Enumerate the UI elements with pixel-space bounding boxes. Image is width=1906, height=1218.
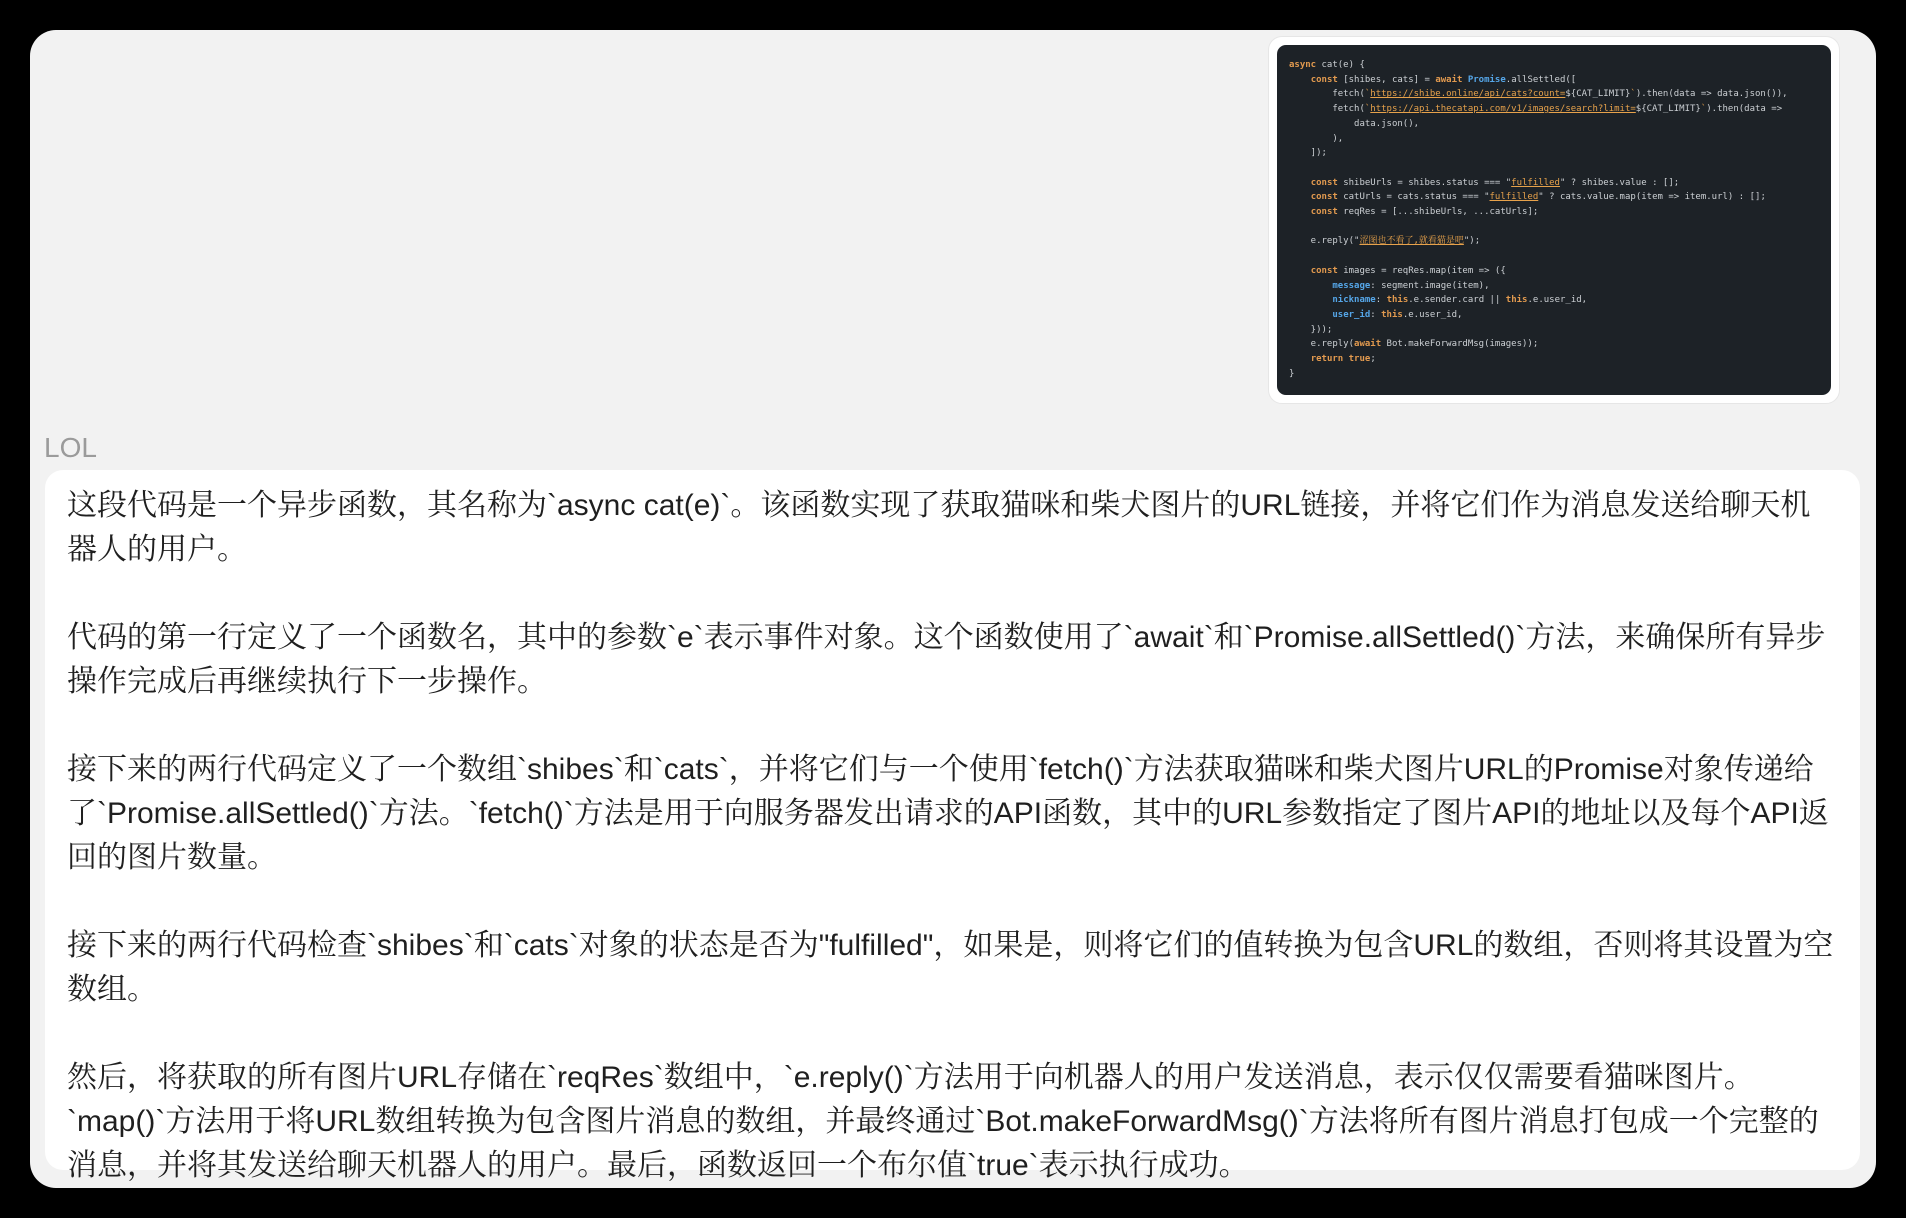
code-line: e.reply("涩图也不看了,就看猫是吧"); xyxy=(1289,236,1481,247)
code-line: const [shibes, cats] = await Promise.allSettled([ xyxy=(1310,74,1577,85)
code-line: const reqRes = [...shibeUrls, ...catUrls]; xyxy=(1310,207,1539,218)
code-line: user_id: this.e.user_id, xyxy=(1332,309,1463,320)
code-line: ), xyxy=(1289,133,1344,144)
code-line: return true; xyxy=(1310,354,1376,365)
assistant-message-text xyxy=(67,484,1838,1188)
answer-paragraph: 代码的第一行定义了一个函数名，其中的参数`e`表示事件对象。这个函数使用了`await`和`Promise.allSettled()`方法，来确保所有异步操作完成后再继续执行下一步操作。 xyxy=(67,621,1826,698)
code-line xyxy=(1289,249,1819,264)
code-line: const catUrls = cats.status === "fulfilled" ? cats.value.map(item => item.url) : []; xyxy=(1310,192,1766,203)
code-line: fetch(`https://shibe.online/api/cats?count=${CAT_LIMIT}`).then(data => data.json()), xyxy=(1289,89,1788,100)
code-line: data.json(), xyxy=(1289,118,1420,129)
code-screenshot xyxy=(1277,45,1831,395)
code-line: message: segment.image(item), xyxy=(1332,280,1490,291)
code-line: ]); xyxy=(1289,148,1327,159)
code-line: fetch(`https://api.thecatapi.com/v1/images/search?limit=${CAT_LIMIT}`).then(data => xyxy=(1289,104,1783,115)
answer-paragraph: 接下来的两行代码定义了一个数组`shibes`和`cats`，并将它们与一个使用`fetch()`方法获取猫咪和柴犬图片URL的Promise对象传递给了`Promise.allSettled()`方法。`fetch()`方法是用于向服务器发出请求的API函数，其中的URL参数指定了图片API的地址以及每个API返回的图片数量。 xyxy=(67,753,1829,874)
code-line: const shibeUrls = shibes.status === "fulfilled" ? shibes.value : []; xyxy=(1310,177,1680,188)
user-message-text: LOL xyxy=(44,432,97,463)
code-line: })); xyxy=(1289,324,1333,335)
assistant-message-card xyxy=(45,470,1860,1182)
answer-paragraph: 这段代码是一个异步函数，其名称为`async cat(e)`。该函数实现了获取猫咪和柴犬图片的URL链接，并将它们作为消息发送给聊天机器人的用户。 xyxy=(67,489,1811,566)
code-line: nickname: this.e.sender.card || this.e.user_id, xyxy=(1332,295,1588,306)
code-snippet-text xyxy=(1289,58,1819,381)
answer-paragraph: 接下来的两行代码检查`shibes`和`cats`对象的状态是否为"fulfilled"，如果是，则将它们的值转换为包含URL的数组，否则将其设置为空数组。 xyxy=(67,929,1834,1006)
code-line: async cat(e) { xyxy=(1289,60,1365,70)
code-line: e.reply(await Bot.makeForwardMsg(images)); xyxy=(1289,339,1539,350)
answer-paragraph: 然后，将获取的所有图片URL存储在`reqRes`数组中，`e.reply()`方法用于向机器人的用户发送消息，表示仅仅需要看猫咪图片。`map()`方法用于将URL数组转换为包含图片消息的数组，并最终通过`Bot.makeForwardMsg()`方法将所有图片消息打包成一个完整的消息，并将其发送给聊天机器人的用户。最后，函数返回一个布尔值`true`表示执行成功。 xyxy=(67,1061,1819,1182)
app-window xyxy=(30,30,1876,1188)
code-line: } xyxy=(1289,368,1295,379)
code-line xyxy=(1289,161,1819,176)
code-attachment-card[interactable] xyxy=(1268,36,1840,404)
code-line: const images = reqRes.map(item => ({ xyxy=(1310,265,1506,276)
code-line xyxy=(1289,220,1819,235)
